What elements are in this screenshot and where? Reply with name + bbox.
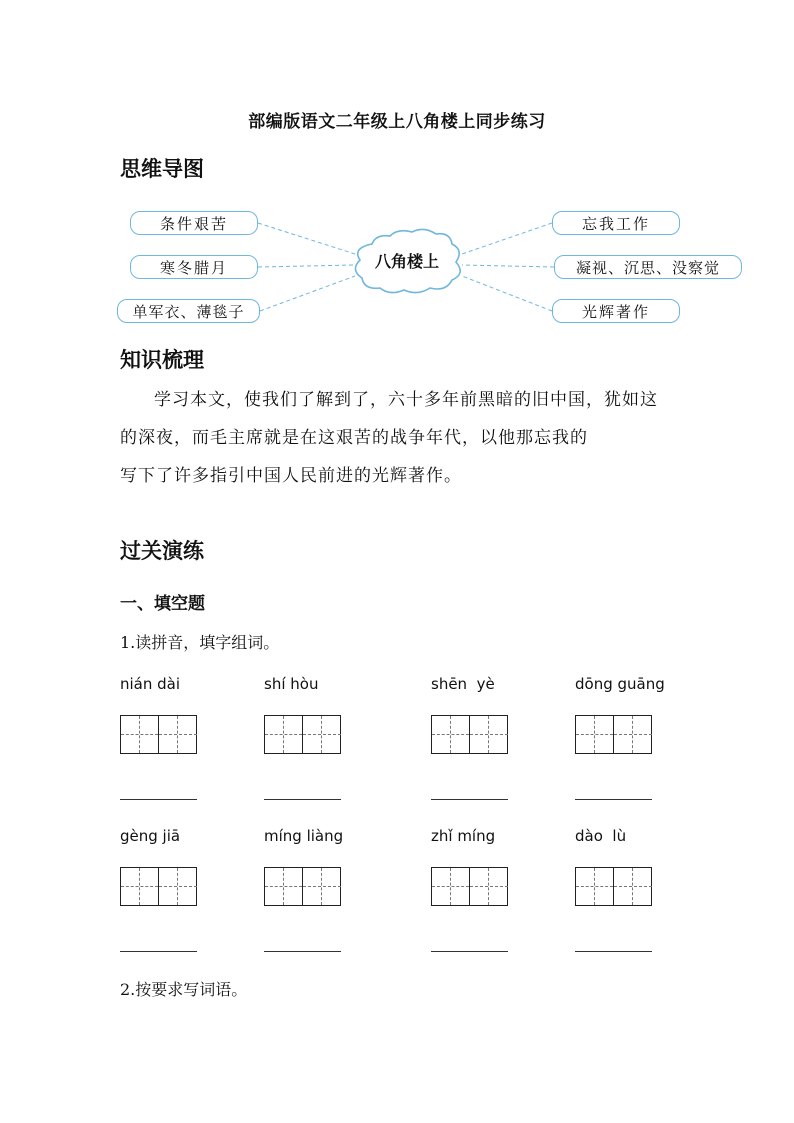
connector-right-3	[462, 276, 552, 311]
paragraph-line-1: 学习本文，使我们了解到了，六十多年前黑暗的旧中国，犹如这	[154, 390, 658, 410]
mind-map-center-label: 八角楼上	[374, 252, 439, 271]
writing-grid[interactable]	[431, 715, 508, 754]
mind-map-node-left-1: 条件艰苦	[130, 211, 258, 235]
connector-left-2	[258, 265, 355, 267]
mind-map-node-right-2: 凝视、沉思、没察觉	[554, 255, 742, 279]
writing-grid[interactable]	[264, 715, 341, 754]
mind-map-node-right-1: 忘我工作	[552, 211, 680, 235]
section-fill-in-heading: 一、填空题	[120, 594, 205, 614]
connector-left-3	[260, 276, 355, 311]
connector-right-2	[462, 265, 554, 267]
pinyin-8: dào lù	[575, 827, 627, 845]
writing-grid[interactable]	[120, 715, 197, 754]
connector-right-1	[462, 223, 552, 254]
answer-blank[interactable]	[120, 799, 197, 800]
question-1: 1.读拼音，填字组词。	[120, 633, 280, 652]
answer-blank[interactable]	[264, 799, 341, 800]
mind-map-heading: 思维导图	[120, 157, 204, 181]
answer-blank[interactable]	[575, 799, 652, 800]
answer-blank[interactable]	[431, 951, 508, 952]
practice-heading: 过关演练	[120, 539, 204, 563]
writing-grid[interactable]	[264, 867, 341, 906]
knowledge-heading: 知识梳理	[120, 348, 204, 372]
writing-grid[interactable]	[575, 715, 652, 754]
question-2: 2.按要求写词语。	[120, 980, 248, 999]
paragraph-line-2: 的深夜，而毛主席就是在这艰苦的战争年代，以他那忘我的	[120, 428, 588, 448]
mind-map-diagram	[0, 0, 794, 340]
answer-blank[interactable]	[575, 951, 652, 952]
mind-map-node-left-3: 单军衣、薄毯子	[117, 299, 260, 323]
pinyin-2: shí hòu	[264, 675, 319, 693]
knowledge-paragraph	[120, 381, 680, 495]
writing-grid[interactable]	[431, 867, 508, 906]
connector-left-1	[258, 223, 355, 254]
pinyin-5: gèng jiā	[120, 827, 181, 845]
answer-blank[interactable]	[120, 951, 197, 952]
document-title: 部编版语文二年级上八角楼上同步练习	[248, 112, 546, 132]
writing-grid[interactable]	[120, 867, 197, 906]
writing-grid[interactable]	[575, 867, 652, 906]
pinyin-6: míng liàng	[264, 827, 344, 845]
pinyin-7: zhǐ míng	[431, 827, 496, 845]
mind-map-node-left-2: 寒冬腊月	[130, 255, 258, 279]
answer-blank[interactable]	[431, 799, 508, 800]
pinyin-4: dōng guāng	[575, 675, 665, 693]
paragraph-line-3: 写下了许多指引中国人民前进的光辉著作。	[120, 466, 462, 486]
answer-blank[interactable]	[264, 951, 341, 952]
mind-map-node-right-3: 光辉著作	[552, 299, 680, 323]
pinyin-3: shēn yè	[431, 675, 495, 693]
pinyin-1: nián dài	[120, 675, 181, 693]
